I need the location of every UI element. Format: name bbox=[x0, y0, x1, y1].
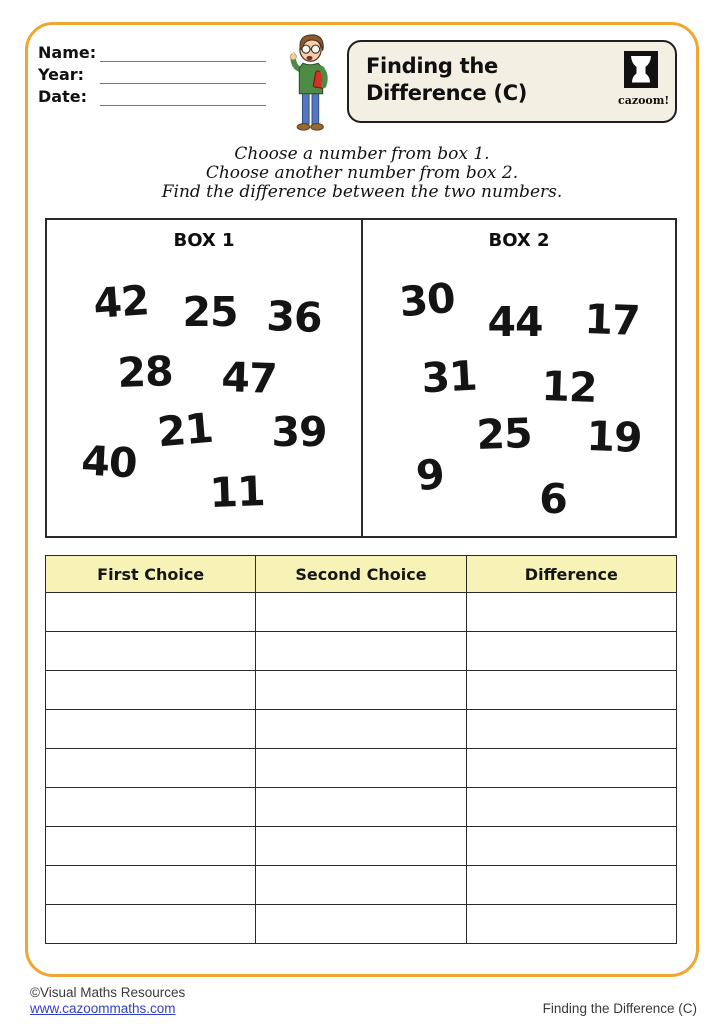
cazoom-logo bbox=[618, 51, 670, 107]
answer-cell bbox=[46, 671, 256, 710]
instruction-line-1: Choose a number from box 1. bbox=[234, 144, 490, 164]
column-header-second-choice: Second Choice bbox=[256, 556, 466, 593]
box-number-9: 9 bbox=[413, 449, 447, 501]
answer-table-header bbox=[46, 556, 677, 593]
name-input-line bbox=[100, 44, 266, 62]
answer-cell bbox=[256, 710, 466, 749]
box-number-21: 21 bbox=[155, 403, 215, 457]
cazoommaths-link[interactable]: www.cazoommaths.com bbox=[30, 1001, 176, 1016]
footer-doc-title: Finding the Difference (C) bbox=[542, 1001, 697, 1016]
instructions bbox=[0, 145, 724, 202]
copyright-text: ©Visual Maths Resources bbox=[30, 985, 186, 1000]
answer-cell bbox=[256, 905, 466, 944]
answer-cell bbox=[46, 710, 256, 749]
answer-cell bbox=[256, 866, 466, 905]
worksheet-title bbox=[366, 53, 527, 107]
box-number-12: 12 bbox=[540, 362, 598, 412]
number-box-1 bbox=[47, 220, 361, 536]
box-number-19: 19 bbox=[585, 412, 643, 462]
worksheet-title-line1: Finding the bbox=[366, 54, 498, 78]
answer-cell bbox=[256, 671, 466, 710]
instruction-line-2: Choose another number from box 2. bbox=[205, 163, 519, 183]
answer-cell bbox=[256, 632, 466, 671]
box-number-47: 47 bbox=[220, 353, 278, 403]
box-number-36: 36 bbox=[265, 292, 323, 342]
box-2-label: BOX 2 bbox=[488, 230, 550, 251]
answer-table-body bbox=[46, 593, 677, 944]
answer-cell bbox=[46, 788, 256, 827]
box-number-25: 25 bbox=[182, 288, 238, 336]
answer-cell bbox=[466, 866, 676, 905]
answer-cell bbox=[46, 632, 256, 671]
name-field-row bbox=[38, 40, 266, 62]
number-box-2 bbox=[361, 220, 675, 536]
answer-cell bbox=[466, 671, 676, 710]
box-number-25: 25 bbox=[475, 409, 533, 459]
answer-cell bbox=[466, 632, 676, 671]
box-number-31: 31 bbox=[420, 351, 478, 403]
answer-cell bbox=[466, 710, 676, 749]
answer-cell bbox=[256, 593, 466, 632]
answer-row bbox=[46, 866, 677, 905]
year-input-line bbox=[100, 66, 266, 84]
answer-cell bbox=[46, 749, 256, 788]
answer-row bbox=[46, 905, 677, 944]
instruction-line-3: Find the difference between the two numbers. bbox=[161, 182, 563, 202]
answer-cell bbox=[466, 749, 676, 788]
worksheet-title-line2: Difference (C) bbox=[366, 81, 528, 105]
answer-cell bbox=[256, 827, 466, 866]
box-number-42: 42 bbox=[91, 276, 151, 328]
answer-cell bbox=[46, 593, 256, 632]
box-number-39: 39 bbox=[271, 408, 327, 456]
box-1-label: BOX 1 bbox=[173, 230, 235, 251]
number-boxes bbox=[45, 218, 677, 538]
cazoom-wordmark: cazoom! bbox=[618, 94, 670, 107]
box-number-17: 17 bbox=[583, 295, 641, 345]
cazoom-drum-icon bbox=[624, 51, 658, 88]
answer-cell bbox=[46, 905, 256, 944]
answer-table bbox=[45, 555, 677, 944]
box-number-30: 30 bbox=[397, 273, 457, 327]
answer-cell bbox=[256, 749, 466, 788]
answer-row bbox=[46, 632, 677, 671]
box-number-40: 40 bbox=[80, 436, 138, 488]
column-header-difference: Difference bbox=[466, 556, 676, 593]
answer-cell bbox=[466, 827, 676, 866]
box-number-28: 28 bbox=[116, 347, 174, 397]
title-box bbox=[347, 40, 677, 123]
box-number-11: 11 bbox=[208, 467, 266, 517]
teacher-illustration bbox=[280, 32, 340, 141]
answer-row bbox=[46, 671, 677, 710]
answer-cell bbox=[466, 905, 676, 944]
answer-row bbox=[46, 749, 677, 788]
answer-row bbox=[46, 788, 677, 827]
answer-cell bbox=[466, 788, 676, 827]
year-field-row bbox=[38, 62, 266, 84]
box-number-6: 6 bbox=[539, 475, 567, 523]
date-field-row bbox=[38, 84, 266, 106]
column-header-first-choice: First Choice bbox=[46, 556, 256, 593]
answer-row bbox=[46, 593, 677, 632]
answer-cell bbox=[46, 827, 256, 866]
answer-cell bbox=[466, 593, 676, 632]
year-label: Year: bbox=[38, 65, 85, 84]
answer-cell bbox=[256, 788, 466, 827]
date-input-line bbox=[100, 88, 266, 106]
name-label: Name: bbox=[38, 43, 97, 62]
answer-row bbox=[46, 827, 677, 866]
answer-cell bbox=[46, 866, 256, 905]
answer-row bbox=[46, 710, 677, 749]
date-label: Date: bbox=[38, 87, 87, 106]
student-fields bbox=[38, 40, 266, 106]
box-number-44: 44 bbox=[487, 298, 543, 346]
teacher-cartoon-icon bbox=[280, 32, 340, 136]
